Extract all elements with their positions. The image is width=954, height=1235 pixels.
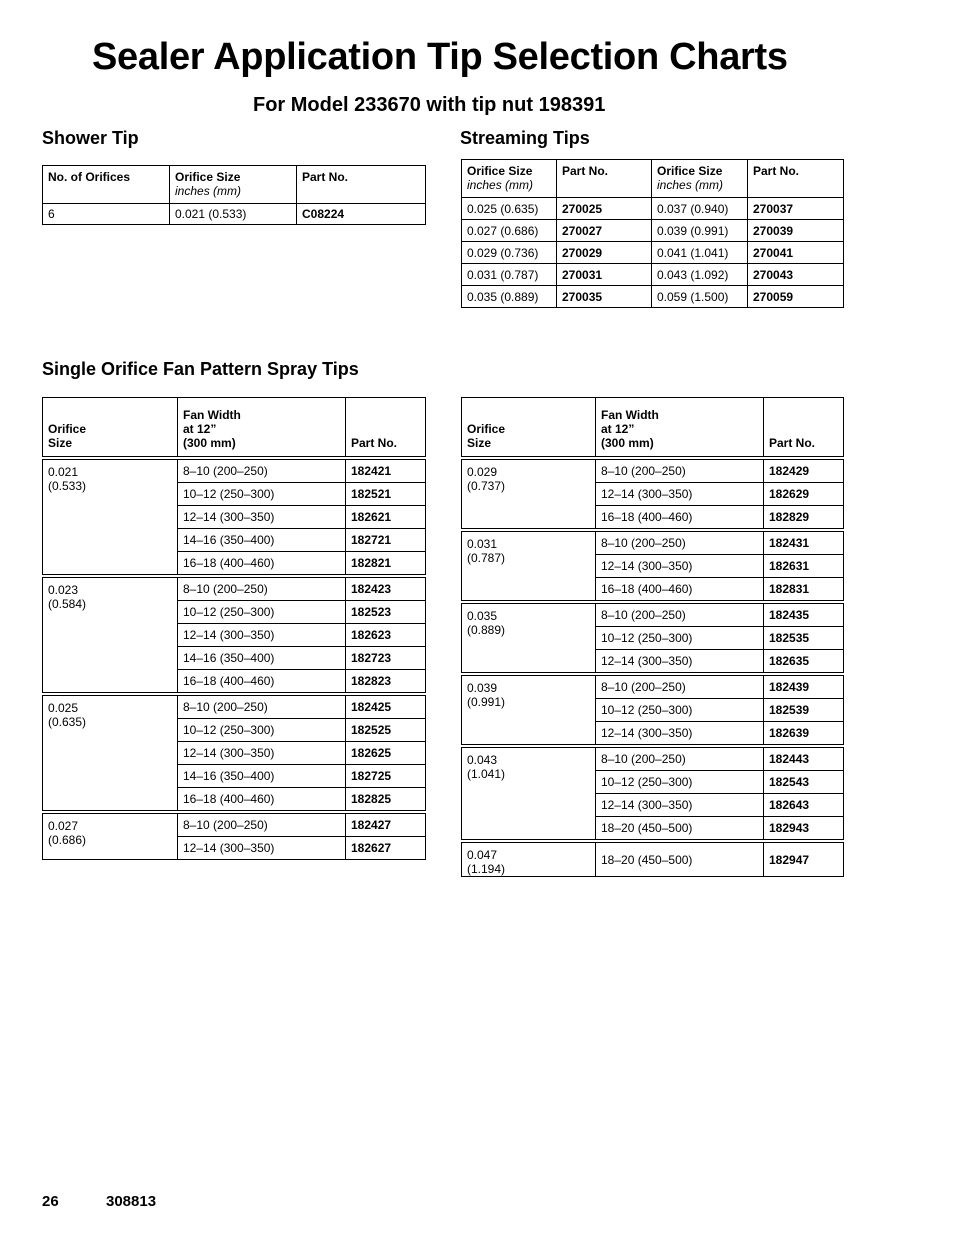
fan-tips-table-right — [461, 397, 844, 877]
col-header-orifice-size: Orifice Size — [43, 398, 178, 459]
fan-width-cell: 14–16 (350–400) — [178, 647, 346, 670]
fan-width-cell: 18–20 (450–500) — [596, 841, 764, 877]
col-header-orifice-size: Orifice Size inches (mm) — [462, 160, 557, 198]
orifice-size-cell: 0.029 (0.736) — [462, 242, 557, 264]
col-header-part-no: Part No. — [346, 398, 426, 459]
part-no-cell: 182725 — [346, 765, 426, 788]
orifice-size-cell: 0.021 (0.533) — [170, 204, 297, 225]
col-header-fan-width: Fan Width at 12” (300 mm) — [596, 398, 764, 459]
part-no-cell: 270037 — [748, 198, 844, 220]
orifice-size-mm: (0.584) — [48, 597, 87, 611]
part-no-cell: 182947 — [764, 841, 844, 877]
page-number: 26 — [42, 1193, 59, 1210]
orifice-size-cell — [462, 674, 596, 746]
table-row — [462, 286, 844, 308]
fan-width-cell: 12–14 (300–350) — [178, 837, 346, 860]
col-header-part-no: Part No. — [297, 166, 426, 204]
col-header-orifice-size: Orifice Size inches (mm) — [652, 160, 748, 198]
document-number: 308813 — [106, 1193, 157, 1210]
fan-width-cell: 12–14 (300–350) — [596, 483, 764, 506]
table-row — [43, 458, 426, 483]
fan-width-cell: 12–14 (300–350) — [178, 506, 346, 529]
orifice-size-inches: 0.039 — [467, 681, 498, 695]
col-header-part-no: Part No. — [748, 160, 844, 198]
fan-width-cell: 8–10 (200–250) — [596, 674, 764, 699]
orifice-size-inches: 0.031 — [467, 537, 498, 551]
orifice-size-cell — [43, 458, 178, 576]
part-no-cell: 182721 — [346, 529, 426, 552]
fan-width-cell: 12–14 (300–350) — [596, 722, 764, 747]
col-header-fan-width: Fan Width at 12” (300 mm) — [178, 398, 346, 459]
fan-width-cell: 8–10 (200–250) — [178, 458, 346, 483]
orifice-size-cell — [462, 530, 596, 602]
fan-width-cell: 8–10 (200–250) — [178, 812, 346, 837]
part-no-cell: 270035 — [557, 286, 652, 308]
part-no-cell: 182427 — [346, 812, 426, 837]
table-header-row — [43, 398, 426, 459]
part-no-cell: 270027 — [557, 220, 652, 242]
fan-width-cell: 8–10 (200–250) — [596, 602, 764, 627]
orifice-size-inches: 0.023 — [48, 583, 79, 597]
fan-width-cell: 8–10 (200–250) — [596, 530, 764, 555]
part-no-cell: 182425 — [346, 694, 426, 719]
part-no-cell: 182943 — [764, 817, 844, 842]
fan-width-cell: 12–14 (300–350) — [178, 624, 346, 647]
part-no-cell: 182429 — [764, 458, 844, 483]
part-no-cell: 182621 — [346, 506, 426, 529]
orifice-size-cell — [462, 841, 596, 877]
table-header-row — [43, 166, 426, 204]
orifice-size-mm: (0.737) — [467, 479, 506, 493]
fan-width-cell: 10–12 (250–300) — [596, 627, 764, 650]
orifice-size-mm: (0.787) — [467, 551, 506, 565]
part-no-cell: 182421 — [346, 458, 426, 483]
part-no-cell: 182629 — [764, 483, 844, 506]
streaming-tips-table — [461, 159, 844, 308]
page-subtitle: For Model 233670 with tip nut 198391 — [253, 94, 606, 116]
part-no-cell: 182535 — [764, 627, 844, 650]
fan-tips-heading: Single Orifice Fan Pattern Spray Tips — [42, 359, 359, 379]
part-no-cell: 182625 — [346, 742, 426, 765]
part-no-cell: 270041 — [748, 242, 844, 264]
fan-width-cell: 16–18 (400–460) — [596, 506, 764, 531]
part-no-cell: 182723 — [346, 647, 426, 670]
fan-width-cell: 16–18 (400–460) — [596, 578, 764, 603]
part-no-cell: 270039 — [748, 220, 844, 242]
part-no-cell: 182823 — [346, 670, 426, 695]
part-no-cell: 182431 — [764, 530, 844, 555]
col-header-orifice-size: Orifice Size inches (mm) — [170, 166, 297, 204]
table-header-row — [462, 398, 844, 459]
part-no-cell: 182639 — [764, 722, 844, 747]
part-no-cell: 182627 — [346, 837, 426, 860]
orifice-size-cell: 0.039 (0.991) — [652, 220, 748, 242]
part-no-cell: 270043 — [748, 264, 844, 286]
col-header-orifice-count: No. of Orifices — [43, 166, 170, 204]
part-no-cell: 182631 — [764, 555, 844, 578]
part-no-cell: 270059 — [748, 286, 844, 308]
table-row — [43, 576, 426, 601]
orifice-size-cell — [462, 458, 596, 530]
part-no-cell: 182521 — [346, 483, 426, 506]
col-header-part-no: Part No. — [557, 160, 652, 198]
fan-width-cell: 14–16 (350–400) — [178, 529, 346, 552]
table-header-row — [462, 160, 844, 198]
fan-width-cell: 10–12 (250–300) — [178, 483, 346, 506]
streaming-tips-heading: Streaming Tips — [460, 128, 590, 148]
orifice-size-cell — [462, 746, 596, 841]
part-no-cell: 270031 — [557, 264, 652, 286]
part-no-cell: 182443 — [764, 746, 844, 771]
fan-width-cell: 10–12 (250–300) — [596, 699, 764, 722]
orifice-size-inches: 0.029 — [467, 465, 498, 479]
part-no-cell: 182635 — [764, 650, 844, 675]
table-row — [462, 264, 844, 286]
part-no-cell: 182623 — [346, 624, 426, 647]
fan-width-cell: 12–14 (300–350) — [596, 555, 764, 578]
orifice-count-cell: 6 — [43, 204, 170, 225]
part-no-cell: 182821 — [346, 552, 426, 577]
orifice-size-cell: 0.041 (1.041) — [652, 242, 748, 264]
orifice-size-mm: (0.635) — [48, 715, 87, 729]
orifice-size-cell — [462, 602, 596, 674]
part-no-cell: 270025 — [557, 198, 652, 220]
part-no-cell: 182643 — [764, 794, 844, 817]
table-row — [43, 812, 426, 837]
fan-tips-table-left — [42, 397, 426, 860]
fan-width-cell: 16–18 (400–460) — [178, 788, 346, 813]
table-row — [43, 694, 426, 719]
orifice-size-cell — [43, 694, 178, 812]
fan-width-cell: 8–10 (200–250) — [596, 746, 764, 771]
orifice-size-mm: (1.041) — [467, 767, 506, 781]
fan-width-cell: 12–14 (300–350) — [178, 742, 346, 765]
orifice-size-inches: 0.027 — [48, 819, 79, 833]
fan-width-cell: 8–10 (200–250) — [178, 576, 346, 601]
unit-label: inches (mm) — [175, 184, 242, 198]
orifice-size-cell — [43, 576, 178, 694]
table-row — [462, 841, 844, 877]
fan-width-cell: 16–18 (400–460) — [178, 552, 346, 577]
orifice-size-inches: 0.043 — [467, 753, 498, 767]
orifice-size-cell: 0.025 (0.635) — [462, 198, 557, 220]
fan-width-cell: 12–14 (300–350) — [596, 650, 764, 675]
part-no-cell: 182423 — [346, 576, 426, 601]
part-no-cell: 182523 — [346, 601, 426, 624]
orifice-size-inches: 0.047 — [467, 848, 498, 862]
table-row — [462, 458, 844, 483]
shower-tip-heading: Shower Tip — [42, 128, 139, 148]
part-no-cell: 182539 — [764, 699, 844, 722]
col-header-part-no: Part No. — [764, 398, 844, 459]
orifice-size-cell: 0.037 (0.940) — [652, 198, 748, 220]
part-no-cell: 182435 — [764, 602, 844, 627]
orifice-size-cell — [43, 812, 178, 860]
orifice-size-cell: 0.027 (0.686) — [462, 220, 557, 242]
orifice-size-cell: 0.043 (1.092) — [652, 264, 748, 286]
page-title: Sealer Application Tip Selection Charts — [92, 36, 788, 78]
orifice-size-cell: 0.059 (1.500) — [652, 286, 748, 308]
orifice-size-inches: 0.035 — [467, 609, 498, 623]
part-no-cell: 270029 — [557, 242, 652, 264]
table-row — [462, 602, 844, 627]
orifice-size-cell: 0.031 (0.787) — [462, 264, 557, 286]
orifice-size-cell: 0.035 (0.889) — [462, 286, 557, 308]
part-no-cell: 182439 — [764, 674, 844, 699]
table-row — [462, 198, 844, 220]
part-no-cell: 182525 — [346, 719, 426, 742]
table-row — [462, 530, 844, 555]
orifice-size-inches: 0.021 — [48, 465, 79, 479]
part-no-cell: 182825 — [346, 788, 426, 813]
orifice-size-mm: (0.533) — [48, 479, 87, 493]
unit-label: inches (mm) — [467, 178, 534, 192]
orifice-size-mm: (1.194) — [467, 862, 506, 876]
fan-width-cell: 10–12 (250–300) — [178, 719, 346, 742]
fan-width-cell: 8–10 (200–250) — [178, 694, 346, 719]
orifice-size-mm: (0.991) — [467, 695, 506, 709]
fan-width-cell: 12–14 (300–350) — [596, 794, 764, 817]
fan-width-cell: 18–20 (450–500) — [596, 817, 764, 842]
fan-width-cell: 14–16 (350–400) — [178, 765, 346, 788]
fan-width-cell: 10–12 (250–300) — [596, 771, 764, 794]
orifice-size-mm: (0.889) — [467, 623, 506, 637]
part-no-cell: C08224 — [297, 204, 426, 225]
table-row — [462, 746, 844, 771]
fan-width-cell: 10–12 (250–300) — [178, 601, 346, 624]
orifice-size-inches: 0.025 — [48, 701, 79, 715]
part-no-cell: 182543 — [764, 771, 844, 794]
orifice-size-mm: (0.686) — [48, 833, 87, 847]
shower-tip-table — [42, 165, 426, 225]
part-no-cell: 182829 — [764, 506, 844, 531]
part-no-cell: 182831 — [764, 578, 844, 603]
table-row — [462, 242, 844, 264]
fan-width-cell: 8–10 (200–250) — [596, 458, 764, 483]
table-row — [43, 204, 426, 225]
table-row — [462, 674, 844, 699]
fan-width-cell: 16–18 (400–460) — [178, 670, 346, 695]
table-row — [462, 220, 844, 242]
col-header-orifice-size: Orifice Size — [462, 398, 596, 459]
unit-label: inches (mm) — [657, 178, 724, 192]
